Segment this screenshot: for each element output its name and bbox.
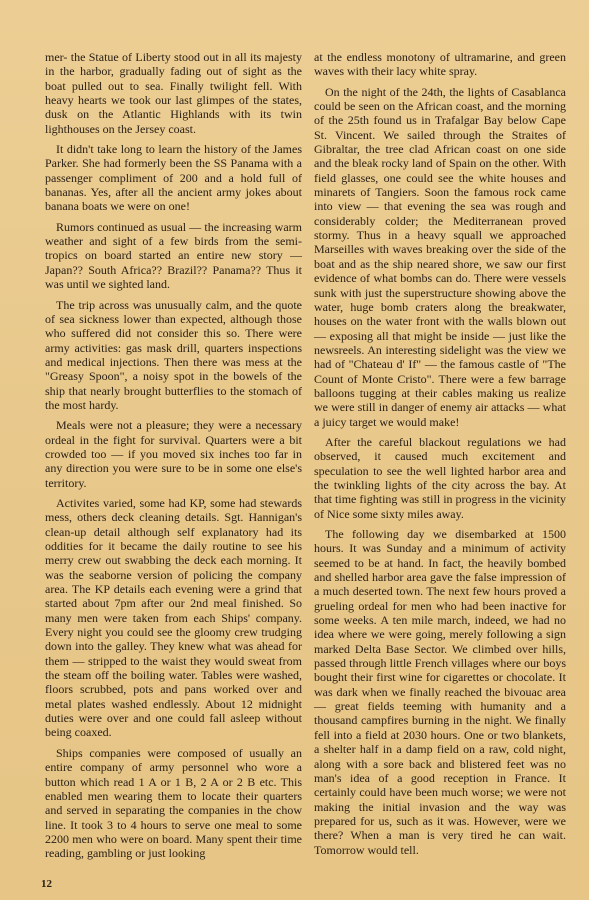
paragraph: Activites varied, some had KP, some had stewards mess, others deck cleaning details. Sgt. Hannigan's clean-up detail although self explanatory had its oddities for it became the daily routine to see his merry crew out swabbing the deck each morning. It was the seaborne version of policing the company area. The KP details each evening were a grind that started about 7pm after our 2nd meal finished. So many men were taken from each Ships' company. Every night you could see the gloomy crew trudging down into the galley. They knew what was ahead for them — stripped to the waist they would sweat from the steam off the boiling water. Tables were washed, floors scrubbed, pots and pans worked over and metal plates washed endlessly. About 12 midnight duties were over and one could fall asleep without being coaxed. (45, 495, 302, 740)
paragraph: On the night of the 24th, the lights of Casablanca could be seen on the African coast, and the morning of the 25th found us in Trafalgar Bay below Cape St. Vincent. We sailed through the Straites of Gibraltar, the tree clad African coast on one side and the bleak rocky land of Spain on the other. With field glasses, one could see the white houses and minarets of Tangiers. Soon the famous rock came into view — that evening the sea was rough and considerably colder; the Mediterranean proved stormy. Thus in a heavy squall we approached Marseilles with waves breaking over the side of the boat and as the ship neared shore, we saw our first evidence of what bombs can do. There were vessels sunk with just the superstructure showing above the water, huge bomb craters along the breakwater, houses on the water front with the walls blown out — exposing all that might be inside — just like the newsreels. An interesting sidelight was the view we had of "Chateau d' If" — the famous castle of "The Count of Monte Cristo". There were a few barrage balloons tugging at their cables making us realize we were still in danger of enemy air attacks — what a juicy target we would make! (314, 84, 566, 429)
paragraph: The trip across was unusually calm, and the quote of sea sickness lower than expected, although those who suffered did not consider this so. There were army activities: gas mask drill, quarters inspections and medical injections. Then there was mess at the "Greasy Spoon", a noisy spot in the bowels of the ship that nearly brought butterflies to the stomach of the most hardy. (45, 297, 302, 412)
paragraph: at the endless monotony of ultramarine, and green waves with their lacy white spray. (314, 50, 566, 79)
paragraph: It didn't take long to learn the history of the James Parker. She had formerly been the SS Panama with a passenger compliment of 200 and a hold full of bananas. Yes, after all the ancient army jokes about banana boats we were on one! (45, 142, 302, 214)
paragraph: Rumors continued as usual — the increasing warm weather and sight of a few birds from the semi-tropics on board started an entire new story — Japan?? South Africa?? Brazil?? Panama?? Thus it was until we sighted land. (45, 219, 302, 292)
left-column (45, 50, 302, 867)
page-number: 12 (41, 878, 52, 890)
paragraph: Ships companies were composed of usually an entire company of army personnel who wore a button which read 1 A or 1 B, 2 A or 2 B etc. This enabled men wearing them to locate their quarters and served in separating the companies in the chow line. It took 3 to 4 hours to serve one meal to some 2200 men who were on board. Many spent their time reading, gambling or just looking (45, 745, 302, 861)
paragraph: After the careful blackout regulations we had observed, it caused much excitement and speculation to see the well lighted harbor area and the twinkling lights of the city across the bay. At that time fighting was still in progress in the vicinity of Nice some sixty miles away. (314, 434, 566, 521)
right-column (314, 50, 566, 863)
paragraph: mer- the Statue of Liberty stood out in all its majesty in the harbor, gradually fading out of sight as the boat pulled out to sea. Finally twilight fell. With heavy hearts we took our last glimpes of the states, dusk on the Atlantic Highlands with its twin lighthouses on the Jersey coast. (45, 50, 302, 136)
paragraph: The following day we disembarked at 1500 hours. It was Sunday and a minimum of activity seemed to be at hand. In fact, the heavily bombed and shelled harbor area gave the false impression of a much deserted town. The next few hours proved a grueling ordeal for men who had been inactive for some weeks. A ten mile march, indeed, we had no idea where we were going, merely following a sign marked Delta Base Sector. We climbed over hills, passed through little French villages where our boys bought their first wine for cigarettes or chocolate. It was dark when we finally reached the bivouac area — great fields teeming with humanity and a thousand campfires burning in the night. We finally fell into a field at 2030 hours. One or two blankets, a shelter half in a damp field on a raw, cold night, along with a sore back and blistered feet was no man's idea of a good reception in France. It certainly could have been much worse; we were not making the initial invasion and the way was prepared for us, such as it was. However, were we there? When a man is very tired he can wait. Tomorrow would tell. (314, 527, 566, 857)
paragraph: Meals were not a pleasure; they were a necessary ordeal in the fight for survival. Quarters were a bit crowded too — if you moved six inches too far in any direction you were sure to be in some one else's territory. (45, 418, 302, 490)
